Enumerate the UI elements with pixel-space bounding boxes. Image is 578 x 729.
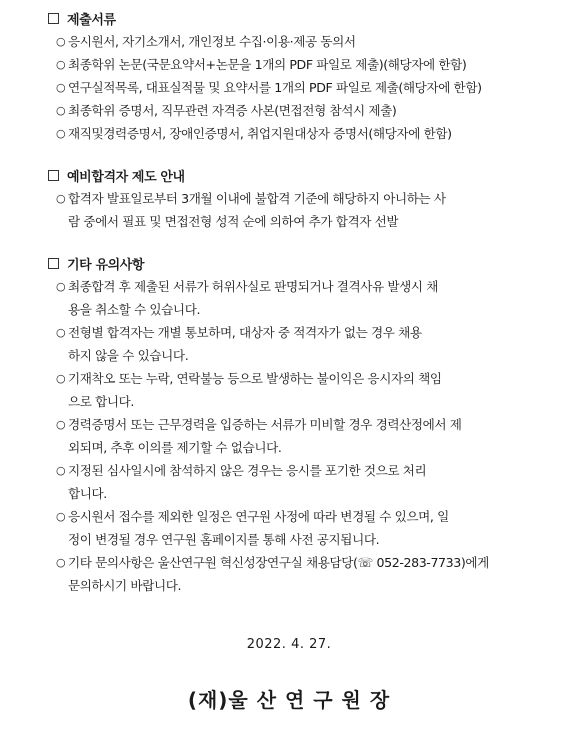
list-item — [56, 367, 552, 413]
document-date: 2022. 4. 27. — [246, 637, 332, 652]
issuing-organization: (재)울 산 연 구 원 장 — [187, 688, 391, 712]
circle-bullet-icon: ○ — [56, 556, 66, 569]
item-line: 지정된 심사일시에 참석하지 않은 경우는 응시를 포기한 것으로 처리 — [68, 463, 427, 478]
heading-text: 예비합격자 제도 안내 — [67, 169, 185, 185]
item-line: 응시원서, 자기소개서, 개인정보 수집·이용·제공 동의서 — [68, 34, 356, 49]
item-line: 최종학위 증명서, 직무관련 자격증 사본(면접전형 참석시 제출) — [68, 103, 397, 118]
section-heading — [48, 253, 578, 273]
circle-bullet-icon: ○ — [56, 35, 66, 48]
checkbox-icon — [48, 258, 59, 269]
list-item — [56, 53, 552, 76]
item-list — [48, 275, 578, 597]
circle-bullet-icon: ○ — [56, 280, 66, 293]
item-line: 합니다. — [68, 486, 107, 501]
item-line: 용을 취소할 수 있습니다. — [68, 302, 201, 317]
section-heading — [48, 165, 578, 185]
section-heading — [48, 8, 578, 28]
list-item — [56, 321, 552, 367]
circle-bullet-icon: ○ — [56, 418, 66, 431]
item-line: 하지 않을 수 있습니다. — [68, 348, 189, 363]
list-item — [56, 187, 552, 233]
heading-text: 기타 유의사항 — [67, 257, 145, 273]
item-line: 기재착오 또는 누락, 연락불능 등으로 발생하는 불이익은 응시자의 책임 — [68, 371, 442, 386]
checkbox-icon — [48, 170, 59, 181]
item-line: 연구실적목록, 대표실적물 및 요약서를 1개의 PDF 파일로 제출(해당자에 한함) — [68, 80, 482, 95]
list-item — [56, 76, 552, 99]
list-item — [56, 413, 552, 459]
section-submission-documents — [48, 8, 578, 145]
item-line: 외되며, 추후 이의를 제기할 수 없습니다. — [68, 440, 282, 455]
section-other-notes — [48, 253, 578, 597]
item-line: 전형별 합격자는 개별 통보하며, 대상자 중 적격자가 없는 경우 채용 — [68, 325, 422, 340]
circle-bullet-icon: ○ — [56, 464, 66, 477]
item-line: 최종학위 논문(국문요약서+논문을 1개의 PDF 파일로 제출)(해당자에 한함) — [68, 57, 467, 72]
item-line: 최종합격 후 제출된 서류가 허위사실로 판명되거나 결격사유 발생시 채 — [68, 279, 439, 294]
circle-bullet-icon: ○ — [56, 58, 66, 71]
section-reserve-candidates — [48, 165, 578, 233]
item-line: 합격자 발표일로부터 3개월 이내에 불합격 기준에 해당하지 아니하는 사 — [68, 191, 446, 206]
item-list — [48, 187, 578, 233]
item-line: 기타 문의사항은 울산연구원 혁신성장연구실 채용담당(☏ 052-283-7733)에게 — [68, 555, 489, 570]
list-item — [56, 551, 552, 597]
circle-bullet-icon: ○ — [56, 192, 66, 205]
heading-text: 제출서류 — [67, 12, 116, 28]
checkbox-icon — [48, 13, 59, 24]
circle-bullet-icon: ○ — [56, 104, 66, 117]
list-item — [56, 30, 552, 53]
item-line: 문의하시기 바랍니다. — [68, 578, 182, 593]
list-item — [56, 505, 552, 551]
circle-bullet-icon: ○ — [56, 326, 66, 339]
item-line: 응시원서 접수를 제외한 일정은 연구원 사정에 따라 변경될 수 있으며, 일 — [68, 509, 449, 524]
circle-bullet-icon: ○ — [56, 372, 66, 385]
list-item — [56, 459, 552, 505]
circle-bullet-icon: ○ — [56, 127, 66, 140]
list-item — [56, 122, 552, 145]
circle-bullet-icon: ○ — [56, 510, 66, 523]
item-list — [48, 30, 578, 145]
list-item — [56, 275, 552, 321]
circle-bullet-icon: ○ — [56, 81, 66, 94]
item-line: 정이 변경될 경우 연구원 홈페이지를 통해 사전 공지됩니다. — [68, 532, 380, 547]
list-item — [56, 99, 552, 122]
item-line: 재직및경력증명서, 장애인증명서, 취업지원대상자 증명서(해당자에 한함) — [68, 126, 452, 141]
item-line: 경력증명서 또는 근무경력을 입증하는 서류가 미비할 경우 경력산정에서 제 — [68, 417, 462, 432]
item-line: 람 중에서 필표 및 면접전형 성적 순에 의하여 추가 합격자 선발 — [68, 214, 399, 229]
item-line: 으로 합니다. — [68, 394, 135, 409]
